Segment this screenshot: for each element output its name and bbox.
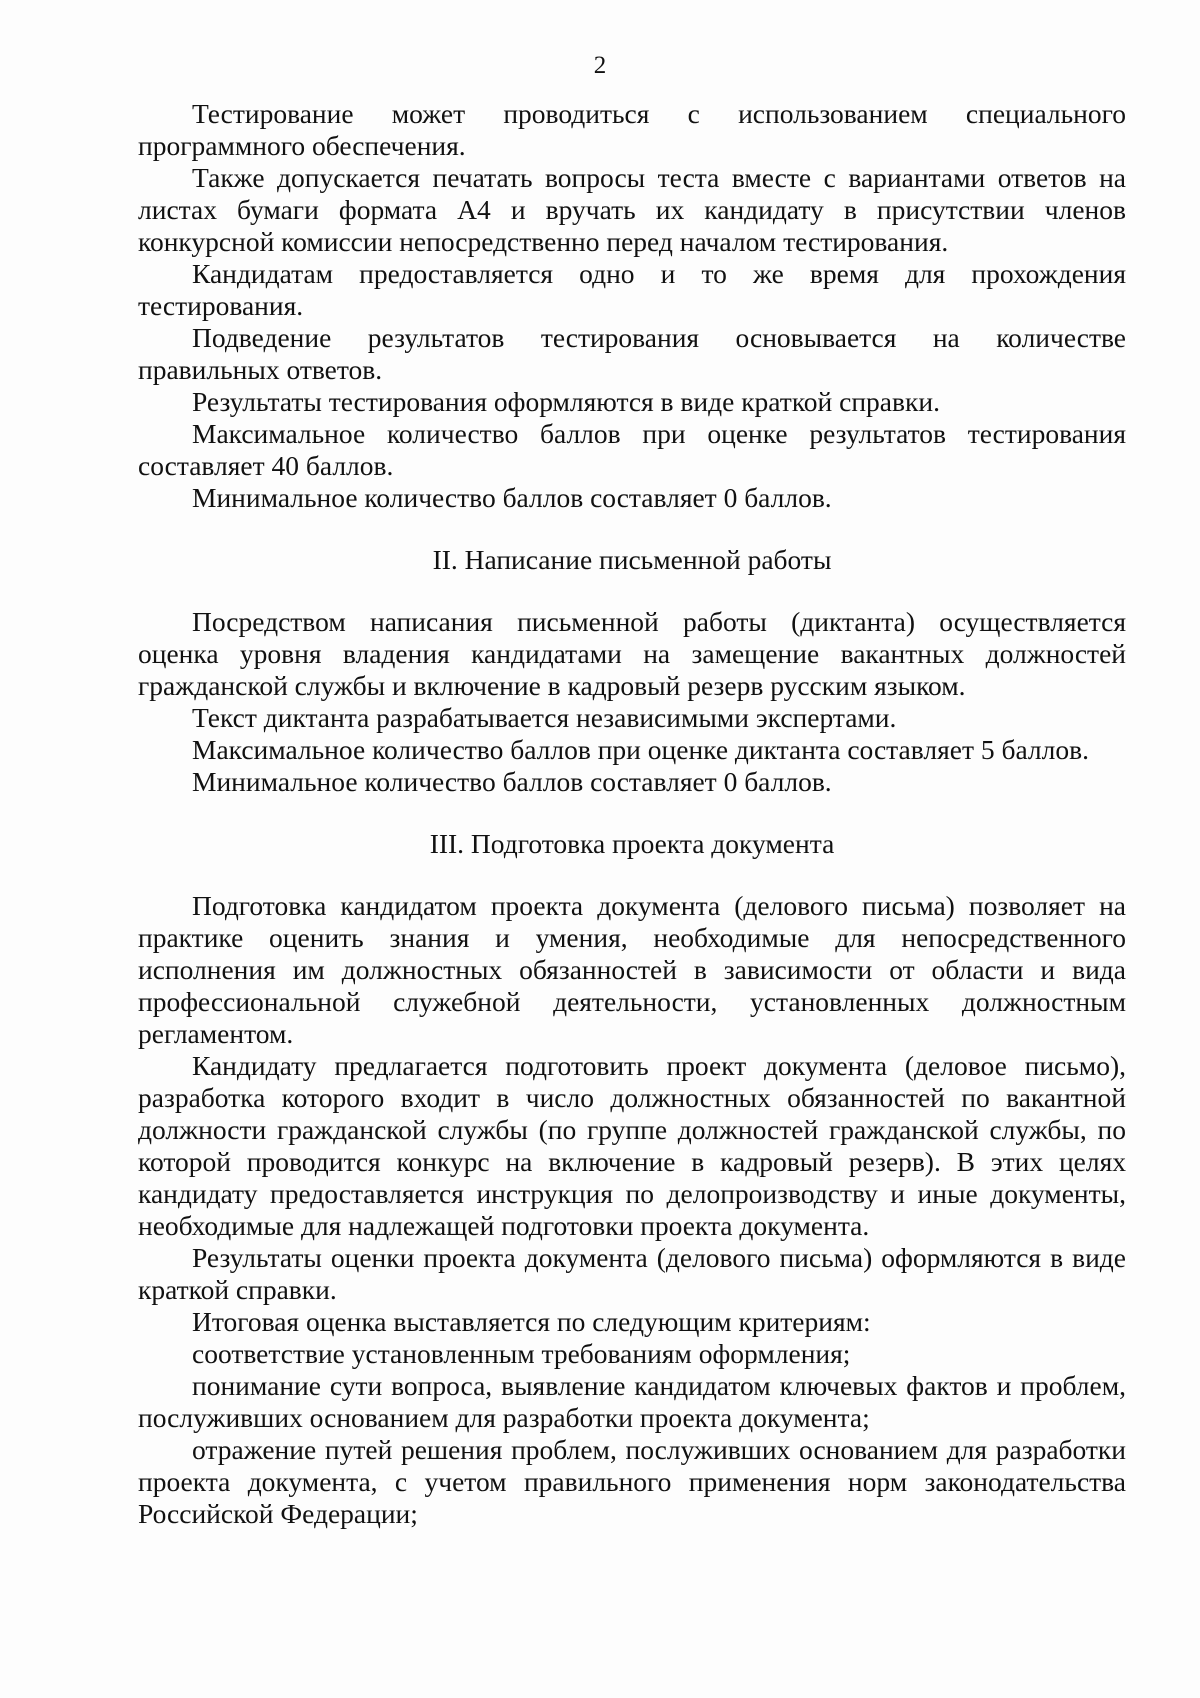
paragraph: Кандидатам предоставляется одно и то же время для прохождения тестирования. [138,258,1126,321]
paragraph: понимание сути вопроса, выявление кандидатом ключевых фактов и проблем, послуживших основанием для разработки проекта документа; [138,1370,1126,1433]
paragraph: Итоговая оценка выставляется по следующим критериям: [192,1306,871,1337]
paragraph: Кандидату предлагается подготовить проект документа (деловое письмо), разработка которого входит в число должностных обязанностей по вакантной должности гражданской службы (по группе должностей гражданской службы, по которой проводится конкурс на включение в кадровый резерв). В этих целях кандидату предоставляется инструкция по делопроизводству и иные документы, необходимые для надлежащей подготовки проекта документа. [138,1050,1126,1241]
paragraph: Подготовка кандидатом проекта документа (делового письма) позволяет на практике оценить знания и умения, необходимые для непосредственного исполнения им должностных обязанностей в зависимости от области и вида профессиональной служебной деятельности, установленных должностным регламентом. [138,890,1126,1049]
paragraph: Посредством написания письменной работы (диктанта) осуществляется оценка уровня владения кандидатами на замещение вакантных должностей гражданской службы и включение в кадровый резерв русским языком. [138,606,1126,701]
paragraph: отражение путей решения проблем, послуживших основанием для разработки проекта документа, с учетом правильного применения норм законодательства Российской Федерации; [138,1434,1126,1529]
paragraph: Текст диктанта разрабатывается независимыми экспертами. [192,702,897,733]
paragraph: Результаты оценки проекта документа (делового письма) оформляются в виде краткой справки. [138,1242,1126,1305]
paragraph: Минимальное количество баллов составляет 0 баллов. [192,482,832,513]
paragraph: Минимальное количество баллов составляет 0 баллов. [192,766,832,797]
paragraph: Также допускается печатать вопросы теста вместе с вариантами ответов на листах бумаги формата А4 и вручать их кандидату в присутствии членов конкурсной комиссии непосредственно перед началом тестирования. [138,162,1126,257]
paragraph: Максимальное количество баллов при оценке результатов тестирования составляет 40 баллов. [138,418,1126,481]
paragraph: соответствие установленным требованиям оформления; [192,1338,851,1369]
page-number: 2 [593,52,607,79]
paragraph: Подведение результатов тестирования основывается на количестве правильных ответов. [138,322,1126,385]
paragraph: Результаты тестирования оформляются в виде краткой справки. [192,386,940,417]
section-heading: II. Написание письменной работы [432,544,832,575]
section-heading: III. Подготовка проекта документа [429,828,835,859]
paragraph: Максимальное количество баллов при оценке диктанта составляет 5 баллов. [192,734,1089,765]
document-body [138,98,1126,1530]
paragraph: Тестирование может проводиться с использованием специального программного обеспечения. [138,98,1126,161]
